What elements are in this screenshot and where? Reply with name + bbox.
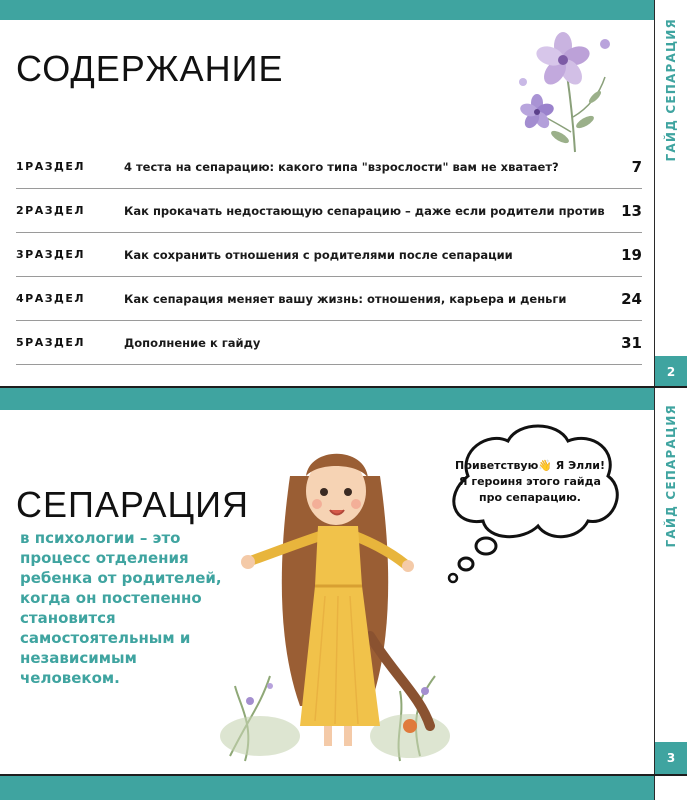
sidebar	[654, 0, 687, 388]
toc-text: Как сохранить отношения с родителями после сепарации	[124, 247, 513, 262]
page-next	[0, 776, 687, 800]
toc-page: 7	[631, 157, 642, 176]
toc-page: 13	[621, 201, 642, 220]
top-accent-bar	[0, 0, 655, 20]
toc-text: Как сепарация меняет вашу жизнь: отношения, карьера и деньги	[124, 291, 567, 306]
toc-section: 5РАЗДЕЛ	[16, 336, 85, 349]
top-accent-bar	[0, 776, 655, 800]
toc-text: Как прокачать недостающую сепарацию – даже если родители против	[124, 203, 605, 218]
toc-row[interactable]	[16, 145, 642, 189]
speech-line: Приветствую👋 Я Элли!	[454, 459, 606, 472]
top-accent-bar	[0, 388, 655, 410]
page-contents	[0, 0, 687, 388]
toc-row[interactable]	[16, 189, 642, 233]
toc-section: 4РАЗДЕЛ	[16, 292, 85, 305]
sidebar	[654, 776, 687, 800]
side-label: ГАЙД СЕПАРАЦИЯ	[664, 404, 678, 548]
flower-illustration	[505, 22, 635, 162]
toc-section: 2РАЗДЕЛ	[16, 204, 85, 217]
toc-page: 19	[621, 245, 642, 264]
toc-row[interactable]	[16, 233, 642, 277]
page-separation	[0, 388, 687, 774]
toc-row[interactable]	[16, 321, 642, 365]
toc-page: 31	[621, 333, 642, 352]
toc-row[interactable]	[16, 277, 642, 321]
toc-section: 1РАЗДЕЛ	[16, 160, 85, 173]
page-number: 3	[655, 742, 687, 774]
page-title: СОДЕРЖАНИЕ	[16, 48, 284, 89]
side-label: ГАЙД СЕПАРАЦИЯ	[664, 18, 678, 162]
definition-text: в психологии – это процесс отделения ребенка от родителей, когда он постепенно становится самостоятельным и независимым человеком.	[20, 529, 222, 687]
page-title: СЕПАРАЦИЯ	[16, 484, 250, 525]
girl-illustration	[220, 436, 450, 768]
toc-text: Дополнение к гайду	[124, 335, 261, 350]
speech-line: про сепарацию.	[479, 491, 581, 504]
page-number: 2	[655, 356, 687, 388]
toc-page: 24	[621, 289, 642, 308]
speech-line: Я героиня этого гайда	[459, 475, 601, 488]
toc-list	[16, 145, 642, 365]
speech-text	[445, 458, 615, 506]
sidebar	[654, 388, 687, 774]
toc-text: 4 теста на сепарацию: какого типа "взрослости" вам не хватает?	[124, 159, 559, 174]
toc-section: 3РАЗДЕЛ	[16, 248, 85, 261]
